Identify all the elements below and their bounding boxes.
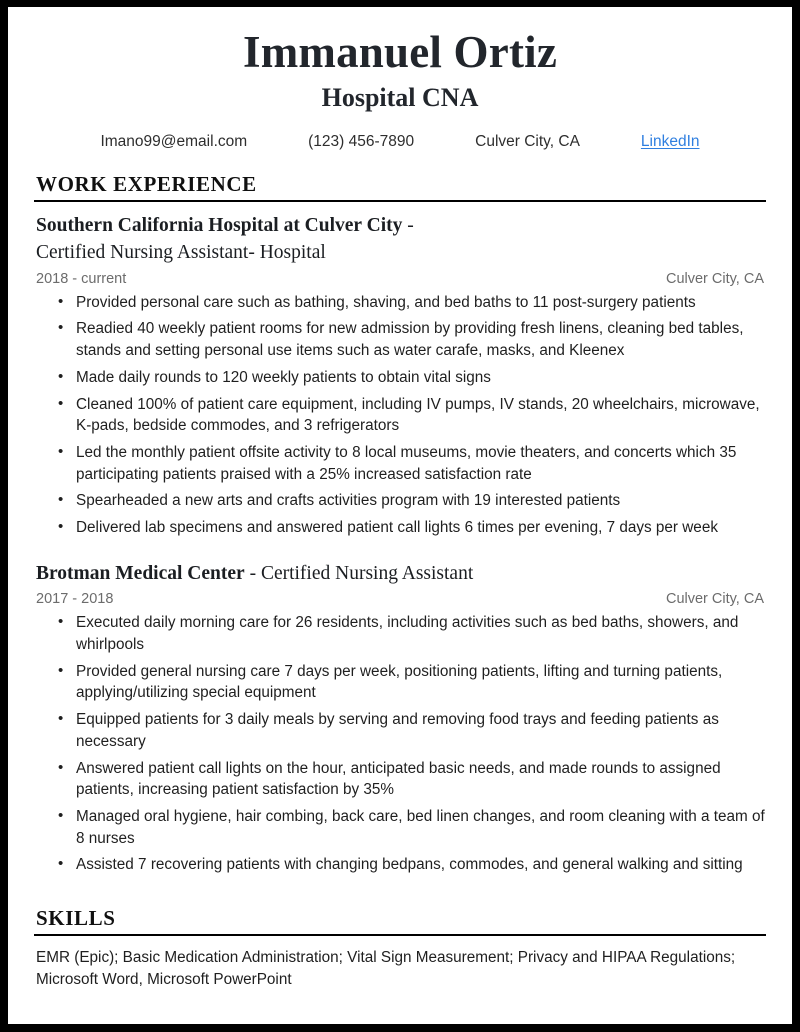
job-separator: - (407, 215, 414, 237)
job-bullet: • Readied 40 weekly patient rooms for new admission by providing fresh linens, cleaning bed tables, stands and setting personal use items such as water carafe, masks, and Kleenex (56, 318, 766, 361)
job-meta (36, 271, 764, 287)
section-divider (34, 934, 766, 936)
job-bullet-list (34, 612, 766, 876)
section-work-experience (34, 172, 766, 876)
contact-phone[interactable]: (123) 456-7890 (308, 132, 415, 150)
job-employer: Brotman Medical Center (36, 562, 245, 584)
candidate-name: Immanuel Ortiz (243, 27, 557, 77)
job-entry (34, 561, 766, 876)
job-bullet: • Provided general nursing care 7 days per week, positioning patients, lifting and turning patients, applying/utilizing special equipment (56, 661, 766, 704)
contact-linkedin-link[interactable]: LinkedIn (640, 132, 700, 150)
job-role: Certified Nursing Assistant- Hospital (36, 242, 326, 264)
job-location: Culver City, CA (665, 591, 764, 608)
section-title-work-experience: WORK EXPERIENCE (36, 171, 257, 196)
contact-location: Culver City, CA (475, 132, 580, 150)
job-bullet: • Delivered lab specimens and answered patient call lights 6 times per evening, 7 days per week (56, 517, 766, 539)
job-separator: - (249, 562, 257, 584)
job-bullet: • Assisted 7 recovering patients with changing bedpans, commodes, and general walking and sitting (56, 854, 766, 876)
job-bullet: • Provided personal care such as bathing, shaving, and bed baths to 11 post-surgery patients (56, 292, 766, 314)
contact-email[interactable]: Imano99@email.com (100, 132, 248, 150)
section-title-skills: SKILLS (36, 906, 116, 931)
job-bullet: • Answered patient call lights on the hour, anticipated basic needs, and made rounds to assigned patients, increasing patient satisfaction by 35% (56, 758, 766, 801)
job-heading (36, 213, 766, 238)
job-bullet: • Executed daily morning care for 26 residents, including activities such as bed baths, showers, and whirlpools (56, 612, 766, 655)
skills-text: EMR (Epic); Basic Medication Administration; Vital Sign Measurement; Privacy and HIPAA Regulations; Microsoft Word, Microsoft PowerPoint (36, 949, 736, 989)
job-role: Certified Nursing Assistant (260, 562, 474, 584)
resume-page (8, 7, 792, 1024)
section-divider (34, 200, 766, 202)
job-dates: 2017 - 2018 (36, 591, 114, 608)
job-bullet: • Cleaned 100% of patient care equipment, including IV pumps, IV stands, 20 wheelchairs, microwave, K-pads, bedside commodes, and 3 refrigerators (56, 394, 766, 437)
contact-row (34, 132, 766, 152)
resume-header (34, 7, 766, 152)
job-bullet: • Spearheaded a new arts and crafts activities program with 19 interested patients (56, 490, 766, 512)
job-dates: 2018 - current (36, 270, 127, 287)
job-bullet: • Made daily rounds to 120 weekly patients to obtain vital signs (56, 367, 766, 389)
job-location: Culver City, CA (665, 270, 764, 287)
job-meta (36, 591, 764, 607)
job-bullet-list (34, 292, 766, 539)
job-bullet: • Managed oral hygiene, hair combing, back care, bed linen changes, and room cleaning with a team of 8 nurses (56, 806, 766, 849)
job-bullet: • Led the monthly patient offsite activity to 8 local museums, movie theaters, and concerts which 35 participating patients praised with a 25% increased satisfaction rate (56, 442, 766, 485)
job-heading (36, 561, 766, 586)
candidate-job-title: Hospital CNA (321, 83, 479, 113)
job-bullet: • Equipped patients for 3 daily meals by serving and removing food trays and feeding patients as necessary (56, 709, 766, 752)
job-employer: Southern California Hospital at Culver City (36, 215, 403, 237)
section-skills (34, 906, 766, 991)
job-entry (34, 213, 766, 539)
